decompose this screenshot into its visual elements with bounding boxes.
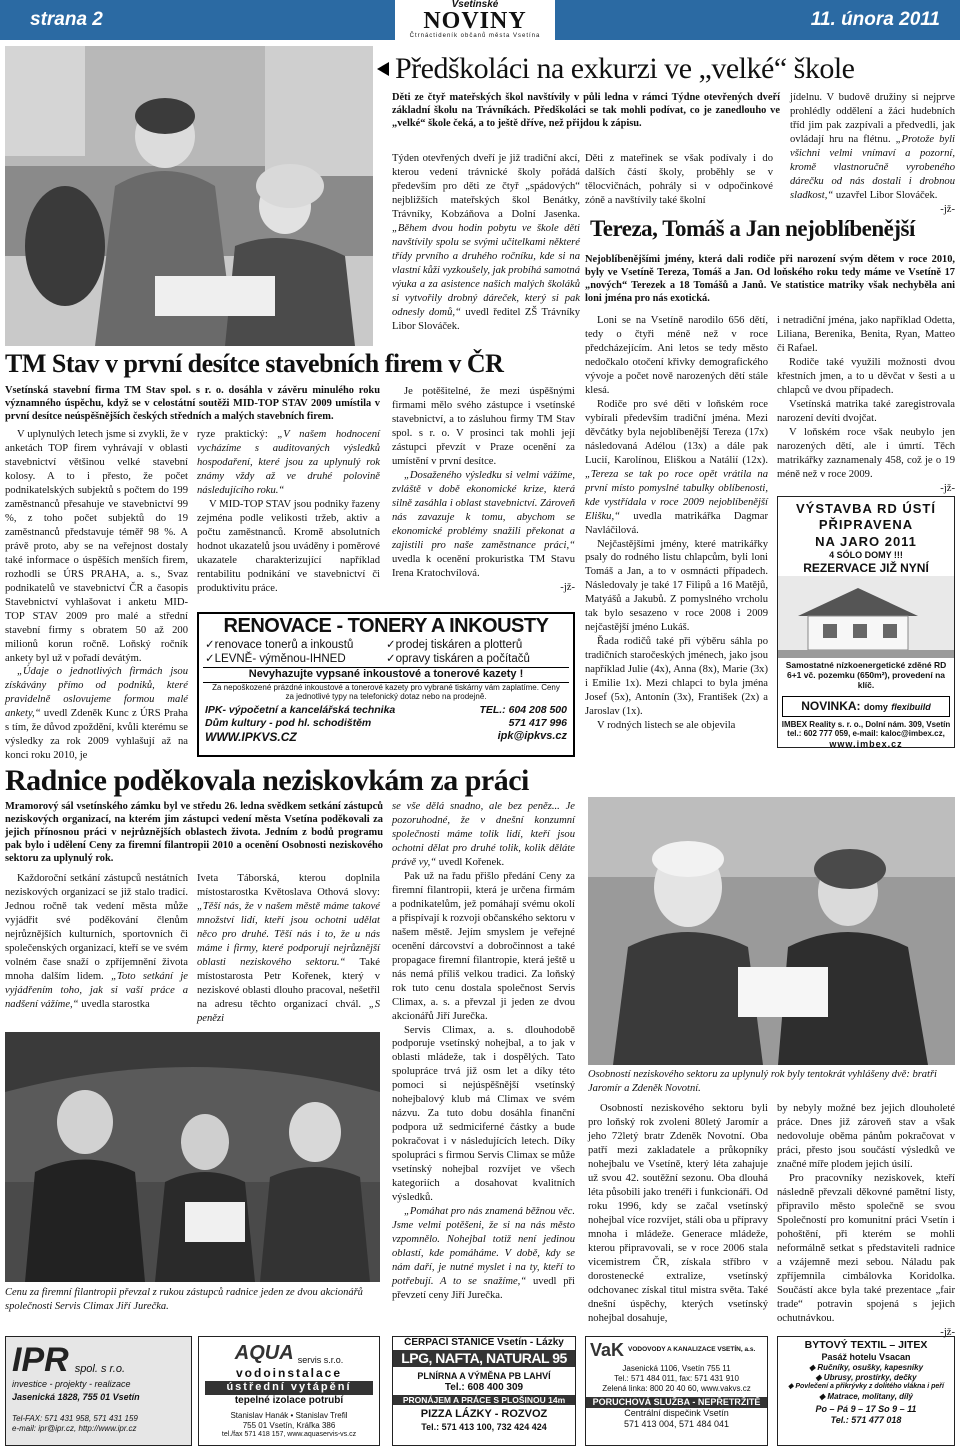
renovace-buy-line: Nevyhazujte vypsané inkoustové a tonerové kazety ! <box>203 667 569 683</box>
vak-tel: Tel.: 571 484 011, fax: 571 431 910 <box>614 1373 739 1383</box>
preschool-col3-end: uzavřel Libor Slováček. <box>835 189 938 201</box>
lpg-line-1: ČERPACÍ STANICE Vsetín - Lázky <box>404 1337 564 1348</box>
tmstav-col-2 <box>197 428 380 596</box>
lpg-line-6: PIZZA LÁZKY - ROZVOZ <box>420 1408 548 1421</box>
imbex-ad <box>777 496 955 748</box>
radnice-col3-text: uvedl Kořenek. <box>438 856 505 868</box>
names-col1-p4: Řada rodičů také při výběru sáhla po tradičních staročeských jménech, jako jsou například Julie (4x), Anna (8x), Marie (3x) i Emilie 1x). Mezi chlapci to byla jména Josef (5x), Antonín (3x), František (2x) a Jaroslav (1x). <box>585 636 768 718</box>
preschool-headline: Předškoláci na exkurzi ve „velké“ škole <box>395 52 855 85</box>
names-col2-p1: i netradiční jména, jako například Odetta, Liliana, Berenika, Benita, Ryan, Matteo či Rafael. <box>777 315 955 354</box>
vak-ad <box>585 1336 768 1446</box>
imbex-line-1: VÝSTAVBA RD ÚSTÍ <box>796 501 936 516</box>
ipr-ad <box>5 1336 192 1446</box>
tmstav-col3-p1: Je potěšitelné, že mezi úspěšnými firmami mělo svého zástupce i vsetínské stavebnictví, a to zásluhou firmy TM Stav spol. s r. o. V prosinci tak mohli její zástupci převzít v Praze ocenění za umístění v první desítce. <box>392 386 575 467</box>
jitex-tel: Tel.: 571 477 018 <box>830 1415 902 1426</box>
preschool-col3-quote: „Protože byli všichni velmi vnímaví a pozorní, kromě vlastnoručně vyrobeného dárečku od nás dostali i drobnou sladkost,“ <box>790 133 955 201</box>
vak-name: VODOVODY A KANALIZACE VSETÍN, a.s. <box>628 1346 756 1354</box>
ipr-mail[interactable]: e-mail: ipr@ipr.cz, http://www.ipr.cz <box>12 1423 137 1433</box>
photo-preschoolers <box>5 46 373 346</box>
names-col-2 <box>777 314 955 496</box>
tmstav-headline: TM Stav v první desítce stavebních firem v ČR <box>5 349 504 378</box>
aquaservis-tel: tel./fax 571 418 157, www.aquaservis-vs.cz <box>221 1431 357 1439</box>
names-lead: Nejoblíbenějšími jmény, která dali rodiče při narození svým dětem v roce 2010, byly ve Vsetíně Tereza, Tomáš a Jan. Od loňského roku tedy máme ve Vsetíně 17 „nových“ Terezek a 18 Tomášů a Janů. Ve statistice matriky však nechyběla ani loni jména pro nás exotická. <box>585 254 955 304</box>
radnice-col5-p1: by nebyly možné bez jejich dlouholeté práce. Dnes již zároveň stav a však nedovoluje oběma pánům pokračovat v práci, přesto jsou součástí výsledků ve značné míře plodem jejich úsilí. <box>777 1103 955 1170</box>
renovace-title: RENOVACE - TONERY A INKOUSTY <box>223 615 549 637</box>
radnice-lead: Mramorový sál vsetínského zámku byl ve středu 26. ledna svědkem setkání zástupců neziskových organizací, na kterém jim zástupci vedení města Vsetína poděkovali za jejich přínosnou práci v nejrůznějších oblastech života. Jedním z bodů programu pak bylo i udělení Ceny za firemní filantropii 2010 a ocenění Osobnosti neziskového sektoru za uplynulý rok. <box>5 801 383 864</box>
radnice-col-5 <box>777 1102 955 1339</box>
radnice-col-3 <box>392 800 575 1303</box>
tmstav-col1-end: uvedl Zdeněk Kunc z ÚRS Praha s tím, že důvod zpoždění, kvůli kterému se výsledky za rok 2009 vyhlašují až na konci roku 2010, je <box>5 708 189 762</box>
vak-dispatch: Centrální dispečink Vsetín <box>624 1407 729 1418</box>
imbex-web[interactable]: www.imbex.cz <box>829 738 903 748</box>
preschool-col1-text: Týden otevřených dveří je již tradiční akcí, kterou vedení trávnické školy pořádá především pro děti ze čtyř „spádových“ nejbližších mateřských škol Benátky, Trávníky, Kobzáňova a Dolní Jasenka. <box>392 153 580 220</box>
preschool-col-2 <box>585 152 773 208</box>
imbex-line-2: PŘIPRAVENA <box>818 517 914 533</box>
tmstav-col2-p2: V MID-TOP STAV jsou podniky řazeny zejména podle velikosti tržeb, aktiv a počtu zaměstnanců. Kromě absolutních hodnot ukazatelů jsou uváděny i poměrové ukazatele charakterizující například rentabilitu podnikání ve stavebnictví či produktivitu práce. <box>197 498 380 594</box>
names-col1-p5: V rodných listech se ale objevila <box>597 720 736 732</box>
flexibuild-logo: flexibuild <box>891 701 931 712</box>
jitex-item-4: ◆ Matrace, molitany, dílý <box>819 1392 913 1402</box>
radnice-col1-quote: „Toto setkání je vyjádřením toho, jak si vaší práce a nadšení vážíme,“ <box>5 970 189 1010</box>
radnice-col2-text: Iveta Táborská, kterou doplnila místostarostka Květoslava Othová slovy: <box>197 873 380 898</box>
tmstav-col3-end: uvedla k ocenění prokuristka TM Stavu Irena Kratochvílová. <box>392 553 575 579</box>
award-photo-image <box>5 1032 380 1282</box>
imbex-tel: tel.: 602 777 059, e-mail: kaloc@imbex.cz, <box>787 729 945 739</box>
renovace-note: Za nepoškozené prázdné inkoustové a tonerové kazety pro vybrané tiskárny vám zaplatíme. Ceny za jednotlivé typy na telefonický dotaz nebo na prodejně. <box>212 682 560 701</box>
preschool-col3-text: jídelnu. V budově družiny si nejprve prohlédly oddělení a žáci hudebních tříd jim pak zazpívali a předvedli, jak ovládají hru na flétnu. <box>790 92 955 145</box>
imbex-line-3: NA JARO 2011 <box>815 533 917 549</box>
renovace-ad <box>197 612 575 757</box>
aquaservis-address: 755 01 Vsetín, Kráľka 386 <box>242 1421 336 1431</box>
photo-award-jurecka <box>5 1032 380 1282</box>
preschool-col2-text: Děti z mateřinek se však podívaly i do dalších částí školy, proběhly se v tělocvičnách, pohrály si v odpočinkové zóně a navštívily také školní <box>585 153 773 206</box>
jitex-passage: Pasáž hotelu Vsacan <box>821 1352 911 1363</box>
radnice-col-1 <box>5 872 188 1012</box>
lpg-line-4: Tel.: 608 400 309 <box>444 1382 524 1394</box>
names-col1-quote: „Tereza se tak po roce opět vrátila na první místo pomyslné tabulky oblíbenosti, kde vystřídala v roce 2009 nejoblíbenější Elišku,“ <box>585 468 768 522</box>
radnice-col1-end: uvedla starostka <box>81 998 150 1010</box>
ipk-tel2: 571 417 996 <box>508 717 567 729</box>
jitex-item-1: ◆ Ručníky, osušky, kapesníky <box>808 1363 924 1373</box>
preschool-col-1 <box>392 152 580 334</box>
ipk-web[interactable]: WWW.IPKVS.CZ <box>205 730 297 745</box>
renovace-item-1: ✓renovace tonerů a inkoustů <box>205 639 354 651</box>
lpg-ad <box>392 1336 576 1446</box>
caption-novotni-brothers: Osobností neziskového sektoru za uplynulý rok byly tentokrát vyhlášeny dvě: bratři Jaromír a Zdeněk Novotní. <box>588 1069 937 1094</box>
masthead-subtitle: Čtrnáctideník občanů města Vsetína <box>409 33 541 39</box>
names-signature: -jž- <box>940 482 955 494</box>
tmstav-col1-text: V uplynulých letech jsme si zvykli, že v anketách TOP firem vyhrávají v oblasti stavebnictví většinou velké stavební kolosy. A to i přesto, že počet podnikatelských subjektů s počtem do 199 zaměstnanců přesahuje ve stavebnictví 99 %, z toho počet subjektů do 19 zaměstnanců představuje téměř 98 %. A právě proto, aby se na veřejnost dostaly také informace o úspěších menších firem, rozhodli se ÚRS PRAHA, a. s., Svaz podnikatelů ve stavebnictví ČR a časopis Stavebnictví vyhlašovat i anketu MID-TOP STAV 2009 pro malé a střední stavební firmy s obratem 50 až 200 milionů korun ročně. Loňský ročník ankety byl už v pořadí devátým. <box>5 429 188 664</box>
jitex-item-2: ◆ Ubrusy, prostírky, dečky <box>815 1373 917 1383</box>
aquaservis-names: Stanislav Hanák • Stanislav Trefil <box>230 1411 348 1421</box>
renovace-item-4: ✓opravy tiskáren a počítačů <box>386 653 530 666</box>
preschool-lead: Děti ze čtyř mateřských škol navštívily v půli ledna v rámci Týdne otevřených dveří základní školu na Trávníkách. Předškoláci se tak mohli podívat, co je zanedlouho ve „velké“ škole čeká, a to ještě dříve, než přijdou k zápisu. <box>392 92 780 129</box>
radnice-col5-p2: Pro pracovníky neziskovek, kteří následně převzali děkovné pamětní listy, připravilo město společně se svou Společností pro komunitní práci Vsetín i pohoštění, při kterém se mohli neformálně setkat s představiteli radnice a vzájemně mezi sebou. Náladu pak zpříjemnila cimbálovka Koridolka. Součástí akce byla také prezentace „fair trade“ potravin spojená s jejich ochutnávkou. <box>777 1172 955 1324</box>
tmstav-col2-text: ryze praktický: <box>197 429 268 440</box>
names-col1-p1: Loni se na Vsetíně narodilo 656 dětí, tedy o čtyři méně než v roce předcházejícím. Ani letos se tedy město nedočkalo otočení křivky demografického vývoje a počet nově narozených dětí stále klesá. <box>585 315 768 396</box>
names-col1-end: uvedla matrikářka Dagmar Navláčilová. <box>585 510 768 536</box>
ipr-logo: IPR <box>12 1341 69 1379</box>
photo-novotni-brothers <box>588 797 955 1065</box>
aquaservis-logo: AQUA <box>234 1342 294 1364</box>
jitex-item-3: ◆ Povlečení a přikrývky z dolitého vlákna i peří <box>788 1383 944 1391</box>
names-col2-p2: Rodiče také využili možnosti dvou křestních jmen, a to u děvčat v šesti a u chlapců ve dvou případech. <box>777 356 955 396</box>
preschoolers-photo-image <box>5 46 373 346</box>
ipk-address: Dům kultury - pod hl. schodištěm <box>205 717 372 729</box>
preschool-col1-end: uvedl ředitel ZŠ Trávníky Libor Slováček. <box>392 306 580 332</box>
jitex-title: BYTOVÝ TEXTIL – JITEX <box>804 1339 928 1351</box>
preschool-col-3 <box>790 91 955 217</box>
radnice-col2-quote2: „S penězi <box>197 998 380 1024</box>
tmstav-col2-quote: „V našem hodnocení vycházíme s auditovaných výsledků hospodaření, které jsou za uplynulý rok známy vždy až ve druhé polovině následujícího roku.“ <box>197 429 380 496</box>
radnice-col-2 <box>197 872 380 1026</box>
radnice-col-4 <box>588 1102 768 1326</box>
aquaservis-line-2: ústřední vytápění <box>205 1381 373 1395</box>
novotni-photo-image <box>588 797 955 1065</box>
names-col1-p2: Rodiče pro své děti v loňském roce vybírali především tradiční jména. Mezi děvčátky byla nejoblíbenější Tereza (17x) následovaná Adélou (13x) a dále pak Lucií, Karolínou, Eliškou a Natálií (12x). <box>585 398 768 466</box>
masthead-title: NOVINY <box>423 8 527 34</box>
imbex-line-4: 4 SÓLO DOMY !!! <box>829 549 903 560</box>
names-col1-p3: Nejčastějšími jmény, které matrikářky psaly do rodného listu chlapcům, byli loni Tomáš a Jan, a to v osmnácti případech. Následovaly je také 17 Filipů a 16 Matějů, Matyášů a Jakubů. Z pomyslného vrcholu tak bylo sesazeno v roce 2008 i 2009 nejčastější jméno Lukáš. <box>585 538 768 634</box>
radnice-headline: Radnice poděkovala neziskovkám za práci <box>5 764 529 797</box>
vak-address: Jasenická 1106, Vsetín 755 11 <box>622 1363 731 1373</box>
radnice-col3-quote2: „Pomáhat pro nás znamená běžnou věc. Jsme velmi potěšeni, že si na nás město vzpomnělo. Nohejbal totiž není jedinou oblastí, kde pomáháme. V době, kdy se nám daří, je nutné myslet i na ty, kteří to potřebují. A to se snažíme,“ <box>392 1206 575 1287</box>
names-col2-p4: V loňském roce však neubylo jen narozených dětí, ale i úmrtí. Těch matrikářky zaznamenaly 458, což je o 19 méně než v roce 2009. <box>777 426 955 480</box>
lpg-line-3: PLNÍRNA A VÝMĚNA PB LAHVÍ <box>417 1371 551 1381</box>
house-image <box>778 576 954 658</box>
lpg-line-5: PRONÁJEM A PRÁCE S PLOŠINOU 14m <box>393 1395 575 1406</box>
vak-service: PORUCHOVÁ SLUŽBA - NEPŘETRŽITĚ <box>586 1397 767 1408</box>
aquaservis-ad <box>198 1336 380 1446</box>
ipr-sub: spol. s r.o. <box>74 1363 126 1376</box>
radnice-col3-p3: Servis Climax, a. s. dlouhodobě podporuje vsetínský nohejbal, a to jak v oblasti mládeže, tak i dospělých. Tato spolupráce trvá již osm let a díky této pomoci si nejúspěšnější vsetínský nohejbalový klub má Climax ve svém názvu. Za tuto dobu dosáhla finanční podpora už sedmiciferné částky a bude pokračovat i v následujících letech. Díky spolupráci s firmou Servis Climax se může vsetínský nohejbal rozvíjet ve všech kategoriích a dosahovat kvalitních výsledků. <box>392 1024 575 1204</box>
masthead-small: Vsetínské <box>451 0 499 10</box>
ipr-tel: Tel-FAX: 571 431 958, 571 431 159 <box>12 1413 138 1423</box>
masthead <box>395 0 555 40</box>
radnice-signature: -jž- <box>940 1326 955 1338</box>
names-col2-p3: Vsetínská matrika také zaregistrovala narození devíti dvojčat. <box>777 398 955 424</box>
radnice-col3-end: uvedl při převzetí ceny Jiří Jurečka. <box>392 1275 575 1301</box>
tmstav-col1-quote: „Údaje o jednotlivých firmách jsou získávány přímo od podniků, které pravidelně oslovujeme formou malé ankety,“ <box>5 666 188 720</box>
radnice-col3-p2: Pak už na řadu přišlo předání Ceny za firemní filantropii, která je určena firmám a podnikatelům, jež pomáhají svému okolí a přispívají k rozvoji občanského sektoru v našem městě. Jejím smyslem je veřejné ocenění dárcovství a dobročinnost a také propagace firemní filantropie, která ještě u nás nemá příliš velkou tradici. Za loňský rok tuto cenu dostala společnost Servis Climax, a. s. a převzal ji jeden ze dvou akcionářů Jiří Jurečka. <box>392 870 575 1022</box>
preschool-signature: -jž- <box>940 203 955 215</box>
caption-award-jurecka: Cenu za firemní filantropii převzal z rukou zástupců radnice jeden ze dvou akcionářů společnosti Servis Climax Jiří Jurečka. <box>5 1287 363 1312</box>
jitex-ad <box>777 1336 955 1446</box>
tmstav-signature: -jž- <box>560 581 575 593</box>
tmstav-lead: Vsetínská stavební firma TM Stav spol. s r. o. dosáhla v závěru minulého roku významného úspěchu, když se v celostátní soutěži MID-TOP STAV 2009 umístila v první desítce neúspěšnějších českých středních a malých stavebních firem. <box>5 385 380 422</box>
lpg-line-2: LPG, NAFTA, NATURAL 95 <box>393 1350 575 1368</box>
ipr-address: Jasenická 1828, 755 01 Vsetín <box>12 1392 140 1403</box>
imbex-description: Samostatné nízkoenergetické zděné RD 6+1 vč. pozemku (650m²), provedení na klíč. <box>785 660 947 691</box>
aquaservis-sub: servis s.r.o. <box>297 1354 344 1365</box>
ipk-email[interactable]: ipk@ipkvs.cz <box>497 730 567 743</box>
tmstav-col-1 <box>5 428 188 763</box>
renovace-item-3: ✓prodej tiskáren a plotterů <box>386 639 523 651</box>
jitex-hours: Po – Pá 9 – 17 So 9 – 11 <box>815 1404 917 1415</box>
ipr-tagline: investice - projekty - realizace <box>12 1379 131 1389</box>
headline-arrow-icon <box>377 62 389 76</box>
radnice-col2-p2: Také místostarosta Petr Kořenek, který v neziskové oblasti dlouho pracoval, nešetřil na adresu těchto organizací chvál. <box>197 956 380 1010</box>
radnice-col4-text: Osobností neziskového sektoru byli pro loňský rok zvoleni 80letý Jaromír a jeho 72letý bratr Zdeněk Novotní. Oba patří mezi zakladatele a průkopníky nohejbalu ve Vsetíně, který léta zahajuje už svou 42. soutěžní sezonu. Oba dlouhá léta působili jako trenéři i funkcionáři. Od roku 1996, kdy se začal vsetínský nohejbal více rozvíjet, stáli oba u přípravy mnoha i mládeže. Generace mládeže, kterou připravovali, se v roce 2006 stala vicemistrem ČR, získala stříbro v dorostenecké extralize, vsetínský odchovanec získal titul mistra světa. Také dnešní úspěchy, kterých vsetínský nohejbal dosahuje, <box>588 1103 768 1324</box>
preschool-col1-quote: „Během dvou hodin pobytu ve škole děti navštívily spolu se svými učitelkami některé třídy prvního a druhého ročníku, kde si na vlastní kůži vyzkoušely, jak probíhá samotná výuka a za asistence našich malých školáků si vytvořily drobný dáreček, který si pak odnesly domů,“ <box>392 222 580 318</box>
vak-logo: VaK <box>590 1340 625 1360</box>
issue-date: 11. února 2011 <box>810 9 940 30</box>
imbex-novinka: NOVINKA: <box>801 698 861 713</box>
radnice-col1-text: Každoroční setkání zástupců nestátních neziskových organizací se již stalo tradicí. Jednou ročně tak vedení města může vyjádřit své poděkování členům nejrůznějších kulturních, sportovních či společenských organizací, kteří se ve svém volném čase snaží o zpříjemnění života mnoha dalším lidem. <box>5 873 188 982</box>
tmstav-col-3 <box>392 385 575 595</box>
names-col-1 <box>585 314 768 733</box>
ipk-company: IPK- výpočetní a kancelářská technika <box>205 703 396 716</box>
imbex-line-5: REZERVACE JIŽ NYNÍ <box>803 561 929 575</box>
imbex-contact: IMBEX Reality s. r. o., Dolní nám. 309, Vsetín <box>781 719 951 729</box>
vak-dispatch-tel: 571 413 004, 571 484 041 <box>623 1419 730 1429</box>
lpg-line-7: Tel.: 571 413 100, 732 424 424 <box>421 1422 547 1433</box>
tmstav-col3-quote: „Dosaženého výsledku si velmi vážíme, zvláště v době ekonomické krize, která silně zasáhla i oblast stavebnictví. Zároveň nás zavazuje k tomu, abychom se ekonomické problémy snažili překonat a zajistili pro naše zaměstnance práci,“ <box>392 469 575 551</box>
renovace-item-2: ✓LEVNĚ- výměnou-IHNED <box>205 653 346 666</box>
aquaservis-line-1: vodoinstalace <box>235 1366 343 1380</box>
imbex-domy: domy <box>863 701 888 712</box>
radnice-col3-quote: se vše dělá snadno, ale bez peněz... Je pozoruhodné, že v dnešní konzumní společnosti máme tolik lidí, kteří jsou ochotni dělat pro druhé tolik, kolik děláte právě vy,“ <box>392 801 575 868</box>
vak-green-line: Zelená linka: 800 20 40 60, www.vakvs.cz <box>602 1383 751 1393</box>
page-number: strana 2 <box>30 9 103 30</box>
aquaservis-line-3: tepelné izolace potrubí <box>234 1394 344 1406</box>
names-headline: Tereza, Tomáš a Jan nejoblíbenější <box>590 216 915 241</box>
radnice-col2-quote: „Těší nás, že v našem městě máme takové množství lidí, kteří jsou ochotni udělat něco pro druhé. Těší nás i to, že u nás máme i firmy, které podporují nejrůznější oblasti neziskového sektoru.“ <box>197 900 380 968</box>
ipk-tel: TEL.: 604 208 500 <box>479 703 567 716</box>
